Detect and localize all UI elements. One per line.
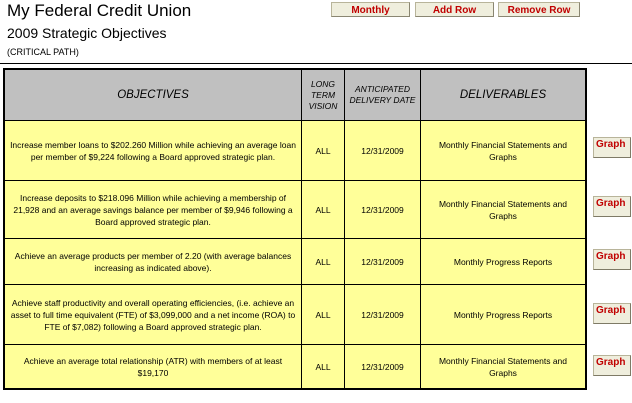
- deliverable-cell: Monthly Financial Statements and Graphs: [421, 181, 585, 238]
- objective-cell: Achieve an average products per member of 2.20 (with average balances increasing as indicated above).: [5, 239, 301, 284]
- objective-cell: Increase deposits to $218.096 Million while achieving a membership of 21,928 and an average savings balance per member of $9,946 following a Board approved strategic plan.: [5, 181, 301, 238]
- column-header-objectives: OBJECTIVES: [5, 70, 301, 120]
- vision-cell: ALL: [302, 285, 344, 344]
- objective-cell: Increase member loans to $202.260 Million while achieving an average loan per member of $9,224 following a Board approved strategic plan.: [5, 121, 301, 180]
- vision-cell: ALL: [302, 181, 344, 238]
- graph-button[interactable]: Graph: [593, 355, 631, 376]
- column-header-delivery-date: ANTICIPATED DELIVERY DATE: [345, 70, 420, 120]
- objectives-table: [3, 68, 587, 390]
- add-row-button[interactable]: Add Row: [415, 2, 494, 17]
- divider-line: [0, 63, 632, 64]
- objective-cell: Achieve staff productivity and overall operating efficiencies, (i.e. achieve an asset to full time equivalent (FTE) of $3,099,000 and a net income (ROA) to FTE of $7,082) following a Board approved strategic plan.: [5, 285, 301, 344]
- date-cell: 12/31/2009: [345, 285, 420, 344]
- date-cell: 12/31/2009: [345, 345, 420, 388]
- critical-path-note: (CRITICAL PATH): [7, 47, 79, 57]
- date-cell: 12/31/2009: [345, 181, 420, 238]
- deliverable-cell: Monthly Financial Statements and Graphs: [421, 345, 585, 388]
- vision-cell: ALL: [302, 121, 344, 180]
- graph-button[interactable]: Graph: [593, 137, 631, 158]
- monthly-button[interactable]: Monthly: [331, 2, 410, 17]
- deliverable-cell: Monthly Financial Statements and Graphs: [421, 121, 585, 180]
- column-header-deliverables: DELIVERABLES: [421, 70, 585, 120]
- date-cell: 12/31/2009: [345, 239, 420, 284]
- page-title: My Federal Credit Union: [7, 1, 192, 20]
- vision-cell: ALL: [302, 345, 344, 388]
- graph-button[interactable]: Graph: [593, 303, 631, 324]
- vision-cell: ALL: [302, 239, 344, 284]
- deliverable-cell: Monthly Progress Reports: [421, 285, 585, 344]
- date-cell: 12/31/2009: [345, 121, 420, 180]
- graph-button[interactable]: Graph: [593, 249, 631, 270]
- deliverable-cell: Monthly Progress Reports: [421, 239, 585, 284]
- graph-button[interactable]: Graph: [593, 196, 631, 217]
- remove-row-button[interactable]: Remove Row: [498, 2, 580, 17]
- objective-cell: Achieve an average total relationship (ATR) with members of at least $19,170: [5, 345, 301, 388]
- column-header-long-term-vision: LONG TERM VISION: [302, 70, 344, 120]
- page-subtitle: 2009 Strategic Objectives: [7, 25, 167, 41]
